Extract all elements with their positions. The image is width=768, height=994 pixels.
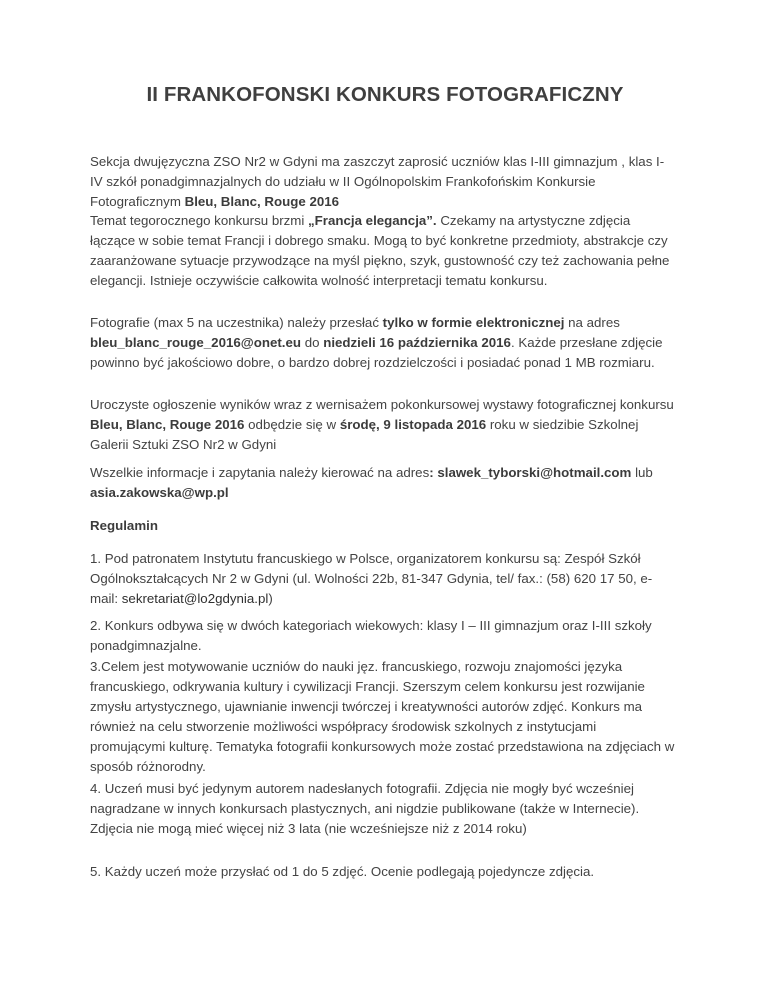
rule-2: 2. Konkurs odbywa się w dwóch kategoriach wiekowych: klasy I – III gimnazjum oraz I-III szkoły ponadgimnazjalne. bbox=[90, 618, 652, 653]
regulamin-heading-text: Regulamin bbox=[90, 518, 158, 533]
contact-paragraph bbox=[90, 463, 675, 503]
results-text-3: roku w siedzibie Szkolnej Galerii Sztuki ZSO Nr2 w Gdyni bbox=[90, 417, 639, 452]
results-text-1: Uroczyste ogłoszenie wyników wraz z wernisażem pokonkursowej wystawy fotograficznej konkursu bbox=[90, 397, 674, 412]
contact-text-1: Wszelkie informacje i zapytania należy kierować na adres bbox=[90, 465, 430, 480]
rule-4: 4. Uczeń musi być jedynym autorem nadesłanych fotografii. Zdjęcia nie mogły być wcześniej nagradzane w innych konkursach plastycznych, ani nigdzie publikowane (także w Internecie). Zdjęcia nie mogą mieć więcej niż 3 lata (nie wcześniejsze niż z 2014 roku) bbox=[90, 781, 640, 836]
results-date: środę, 9 listopada 2016 bbox=[339, 417, 487, 432]
rule-1 bbox=[90, 549, 675, 609]
intro-text: Sekcja dwujęzyczna ZSO Nr2 w Gdyni ma zaszczyt zaprosić uczniów klas I-III gimnazjum , klas I-IV szkół ponadgimnazjalnych do udziału w II Ogólnopolskim Frankofońskim Konkursie Fotograficznym bbox=[90, 154, 665, 209]
submission-text-1: Fotografie (max 5 na uczestnika) należy przesłać bbox=[90, 315, 383, 330]
theme-text-2: Czekamy na artystyczne zdjęcia łączące w sobie temat Francji i dobrego smaku. Mogą to być konkretne przedmioty, abstrakcje czy zaaranżowane sytuacje przywodzące na myśl piękno, szyk, gustowność czy też zachowania pełne elegancji. Istnieje oczywiście całkowita wolność interpretacji tematu konkursu. bbox=[90, 213, 670, 288]
rule-1-close: ) bbox=[268, 591, 273, 606]
submission-text-3: do bbox=[301, 335, 324, 350]
document-title: II FRANKOFONSKI KONKURS FOTOGRAFICZNY bbox=[146, 83, 624, 106]
rule-1-text: 1. Pod patronatem Instytutu francuskiego w Polsce, organizatorem konkursu są: Zespół Szkół Ogólnokształcących Nr 2 w Gdyni (ul. Wolności 22b, 81-347 Gdynia, tel/ fax.: (58) 620 17 50, e-mail: bbox=[90, 551, 653, 606]
rule-5: 5. Każdy uczeń może przysłać od 1 do 5 zdjęć. Ocenie podlegają pojedyncze zdjęcia. bbox=[90, 864, 595, 879]
results-paragraph bbox=[90, 395, 675, 455]
rule-3: 3.Celem jest motywowanie uczniów do nauki jęz. francuskiego, rozwoju znajomości języka francuskiego, odkrywania kultury i cywilizacji Francji. Szerszym celem konkursu jest rozwijanie zmysłu artystycznego, ujawnianie inwencji twórczej i kreatywności autorów zdjęć. Konkurs ma również na celu stworzenie możliwości współpracy środowisk szkolnych z instytucjami promującymi kulturę. Tematyka fotografii konkursowych może zostać przedstawiona na zdjęciach w sposób różnorodny. bbox=[90, 659, 675, 774]
contest-name: Bleu, Blanc, Rouge 2016 bbox=[184, 194, 340, 209]
theme-paragraph bbox=[90, 211, 675, 291]
submission-paragraph bbox=[90, 313, 675, 373]
submission-text-4: . Każde przesłane zdjęcie powinno być jakościowo dobre, o bardzo dobrej rozdzielczości i posiadać ponad 1 MB rozmiaru. bbox=[90, 335, 663, 370]
secretariat-email[interactable]: sekretariat@lo2gdynia.pl bbox=[121, 591, 269, 606]
theme-title: „Francja elegancja”. bbox=[308, 213, 437, 228]
intro-paragraph bbox=[90, 152, 675, 212]
submission-format: tylko w formie elektronicznej bbox=[382, 315, 565, 330]
results-text-2: odbędzie się w bbox=[244, 417, 340, 432]
submission-email: bleu_blanc_rouge_2016@onet.eu bbox=[90, 335, 302, 350]
contact-email-2[interactable]: asia.zakowska@wp.pl bbox=[90, 485, 229, 500]
contact-email-1[interactable]: : slawek_tyborski@hotmail.com bbox=[429, 465, 632, 480]
regulamin-heading bbox=[90, 516, 675, 536]
theme-text-1: Temat tegorocznego konkursu brzmi bbox=[90, 213, 309, 228]
results-contest-name: Bleu, Blanc, Rouge 2016 bbox=[90, 417, 245, 432]
contact-text-2: lub bbox=[631, 465, 653, 480]
submission-text-2: na adres bbox=[564, 315, 620, 330]
submission-deadline: niedzieli 16 października 2016 bbox=[323, 335, 511, 350]
